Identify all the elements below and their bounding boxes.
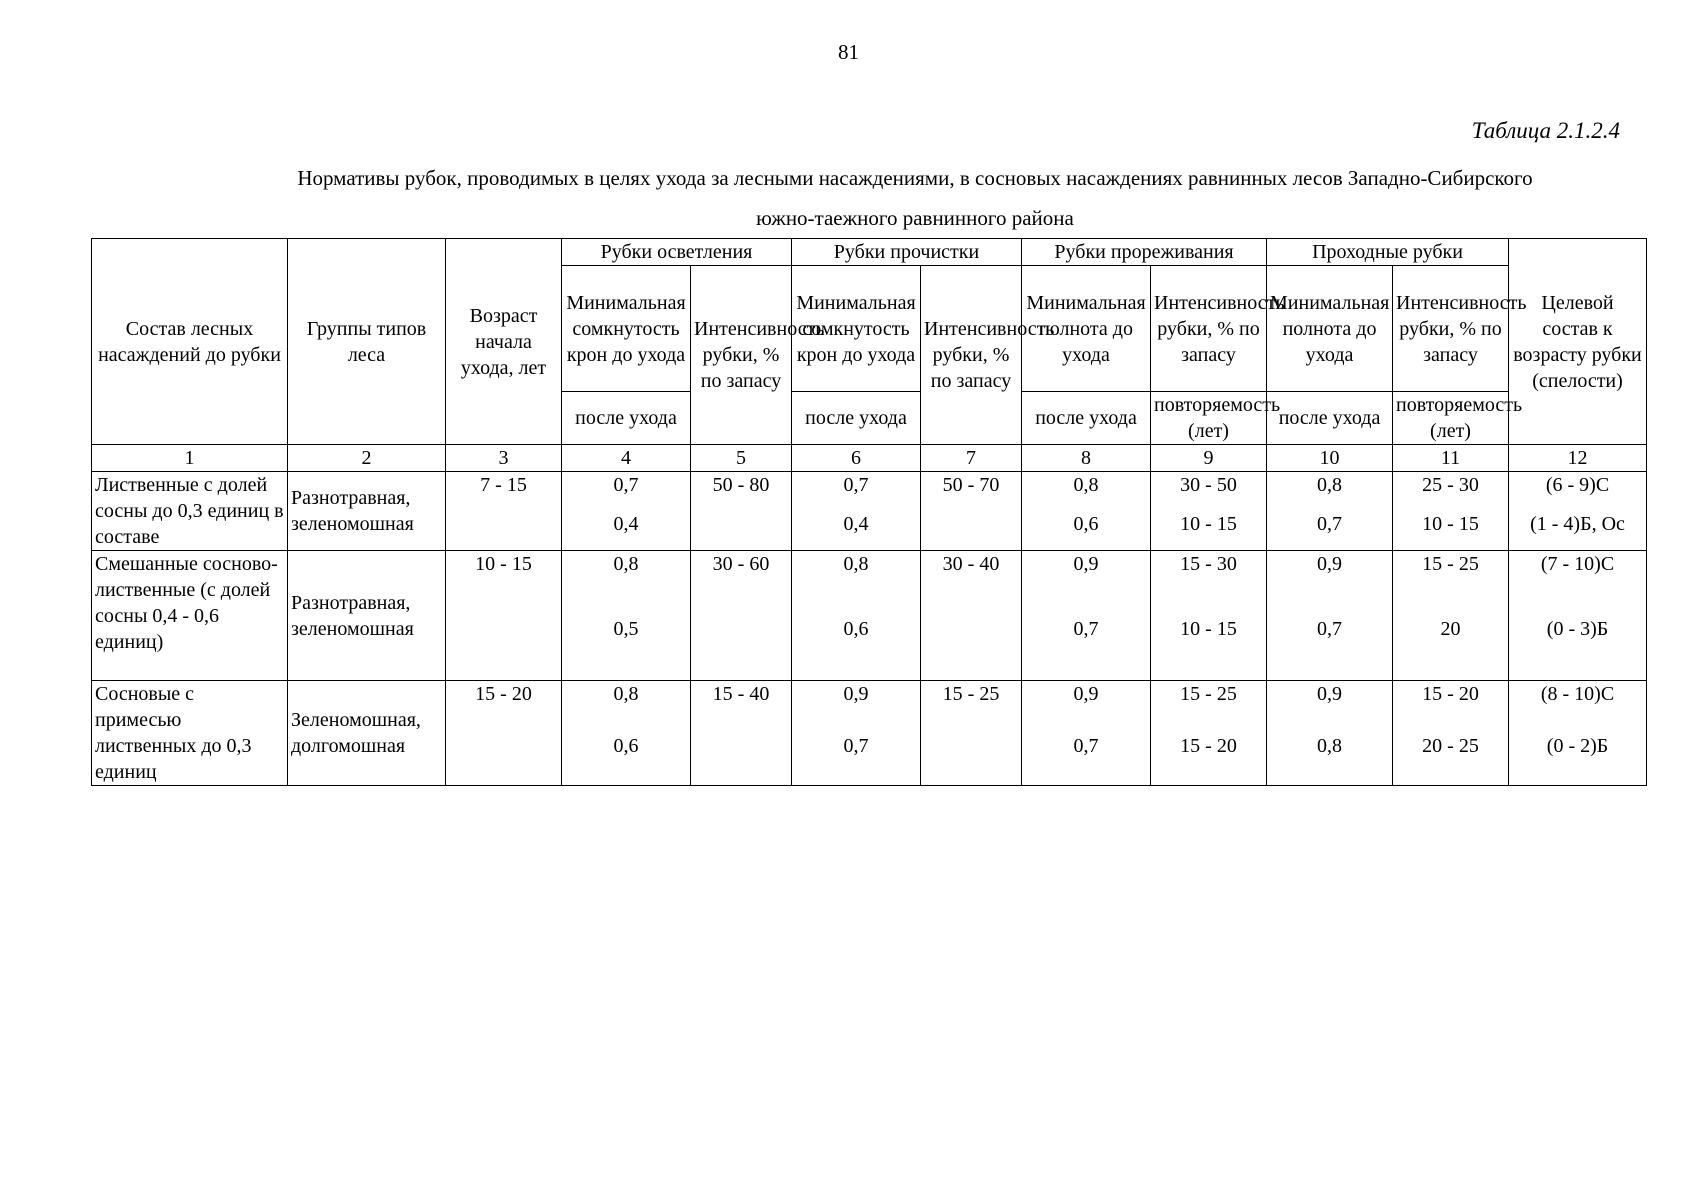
column-number: 2: [288, 445, 446, 472]
header-after-b: после ухода: [792, 392, 921, 445]
value-cell: 0,8 0,7: [1267, 472, 1393, 551]
value-cell: 50 - 70: [921, 472, 1022, 551]
header-group-passage: Проходные рубки: [1267, 239, 1509, 266]
header-intensity-a: Интенсивность рубки, % по запасу: [691, 266, 792, 445]
value-cell: 0,8 0,5: [562, 551, 691, 681]
column-numbers-row: [92, 445, 1647, 472]
value-cell: 15 - 25 15 - 20: [1151, 681, 1267, 786]
header-min-closure-a: Минимальная сомкнутость крон до ухода: [562, 266, 691, 392]
title-line-1: Нормативы рубок, проводимых в целях ухода за лесными насаждениями, в сосновых насаждениях равнинных лесов Западно-Сибирского: [297, 166, 1533, 190]
age-cell: 10 - 15: [446, 551, 562, 681]
header-target: Целевой состав к возрасту рубки (спелости): [1509, 239, 1647, 445]
value-cell: 15 - 25: [921, 681, 1022, 786]
column-number: 1: [92, 445, 288, 472]
value-cell: 0,7 0,4: [562, 472, 691, 551]
age-cell: 7 - 15: [446, 472, 562, 551]
header-after-a: после ухода: [562, 392, 691, 445]
target-cell: (8 - 10)С (0 - 2)Б: [1509, 681, 1647, 786]
header-intensity-d: Интенсивность рубки, % по запасу: [1393, 266, 1509, 392]
composition-cell: Сосновые с примесью лиственных до 0,3 единиц: [92, 681, 288, 786]
header-after-c: после ухода: [1022, 392, 1151, 445]
header-repeat-c: повторяемость (лет): [1151, 392, 1267, 445]
header-forest-groups: Группы типов леса: [288, 239, 446, 445]
value-cell: 15 - 25 20: [1393, 551, 1509, 681]
title-line-2: южно-таежного равнинного района: [756, 206, 1074, 230]
value-cell: 50 - 80: [691, 472, 792, 551]
column-number: 5: [691, 445, 792, 472]
column-number: 12: [1509, 445, 1647, 472]
value-cell: 0,8 0,6: [562, 681, 691, 786]
column-number: 6: [792, 445, 921, 472]
norms-table: [91, 238, 1647, 786]
header-intensity-b: Интенсивность рубки, % по запасу: [921, 266, 1022, 445]
table-label: Таблица 2.1.2.4: [1471, 118, 1620, 143]
header-min-closure-b: Минимальная сомкнутость крон до ухода: [792, 266, 921, 392]
column-number: 8: [1022, 445, 1151, 472]
value-cell: 0,9 0,7: [1267, 551, 1393, 681]
column-number: 4: [562, 445, 691, 472]
value-cell: 0,9 0,7: [792, 681, 921, 786]
table-row: [92, 551, 1647, 681]
header-group-clearing: Рубки осветления: [562, 239, 792, 266]
table-title: [190, 158, 1640, 238]
header-min-density-c: Минимальная полнота до ухода: [1022, 266, 1151, 392]
age-cell: 15 - 20: [446, 681, 562, 786]
header-min-density-d: Минимальная полнота до ухода: [1267, 266, 1393, 392]
composition-cell: Лиственные с долей сосны до 0,3 единиц в составе: [92, 472, 288, 551]
table-row: [92, 472, 1647, 551]
header-repeat-d: повторяемость (лет): [1393, 392, 1509, 445]
value-cell: 0,8 0,6: [1022, 472, 1151, 551]
page-number: 81: [838, 40, 859, 64]
value-cell: 0,9 0,8: [1267, 681, 1393, 786]
composition-cell: Смешанные сосново-лиственные (с долей сосны 0,4 - 0,6 единиц): [92, 551, 288, 681]
value-cell: 0,9 0,7: [1022, 551, 1151, 681]
header-group-cleaning: Рубки прочистки: [792, 239, 1022, 266]
header-after-d: после ухода: [1267, 392, 1393, 445]
header-intensity-c: Интенсивность рубки, % по запасу: [1151, 266, 1267, 392]
header-composition: Состав лесных насаждений до рубки: [92, 239, 288, 445]
value-cell: 15 - 20 20 - 25: [1393, 681, 1509, 786]
target-cell: (6 - 9)С (1 - 4)Б, Ос: [1509, 472, 1647, 551]
value-cell: 15 - 40: [691, 681, 792, 786]
value-cell: 15 - 30 10 - 15: [1151, 551, 1267, 681]
column-number: 10: [1267, 445, 1393, 472]
column-number: 3: [446, 445, 562, 472]
value-cell: 0,7 0,4: [792, 472, 921, 551]
target-cell: (7 - 10)С (0 - 3)Б: [1509, 551, 1647, 681]
value-cell: 0,8 0,6: [792, 551, 921, 681]
forest-groups-cell: Зеленомошная, долгомошная: [288, 681, 446, 786]
column-number: 7: [921, 445, 1022, 472]
value-cell: 30 - 50 10 - 15: [1151, 472, 1267, 551]
table-row: [92, 681, 1647, 786]
value-cell: 0,9 0,7: [1022, 681, 1151, 786]
forest-groups-cell: Разнотравная, зеленомошная: [288, 551, 446, 681]
value-cell: 25 - 30 10 - 15: [1393, 472, 1509, 551]
value-cell: 30 - 60: [691, 551, 792, 681]
header-start-age: Возраст начала ухода, лет: [446, 239, 562, 445]
column-number: 9: [1151, 445, 1267, 472]
value-cell: 30 - 40: [921, 551, 1022, 681]
header-group-thinning: Рубки прореживания: [1022, 239, 1267, 266]
column-number: 11: [1393, 445, 1509, 472]
forest-groups-cell: Разнотравная, зеленомошная: [288, 472, 446, 551]
